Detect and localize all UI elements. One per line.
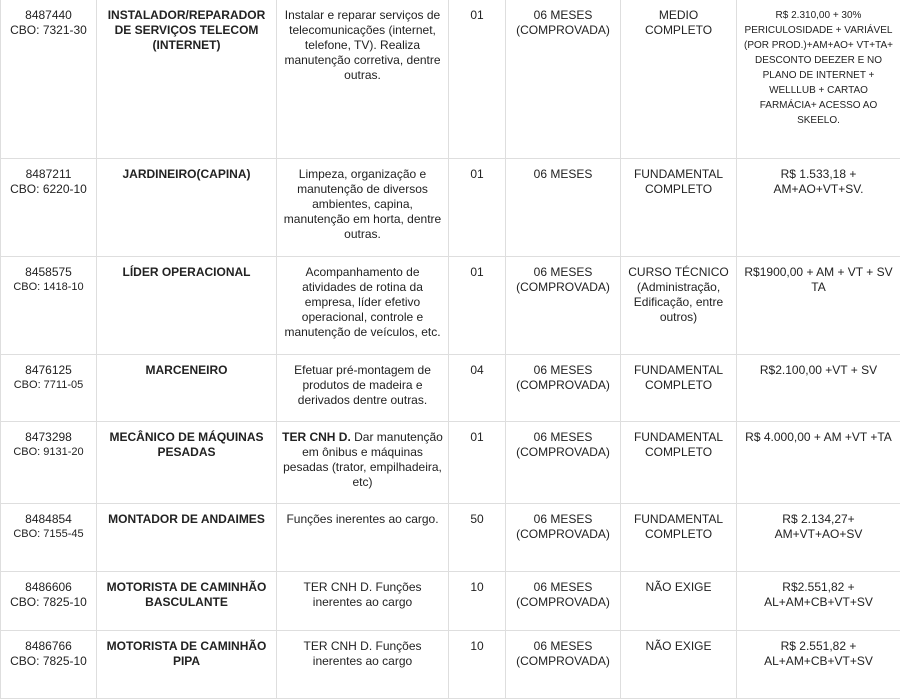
table-row (1, 355, 900, 422)
vacancy-count: 10 (449, 631, 506, 699)
job-code-cell (1, 572, 97, 631)
job-code: 8486766 (25, 639, 72, 653)
job-code: 8473298 (25, 430, 72, 444)
job-code: 8486606 (25, 580, 72, 594)
job-description (277, 504, 449, 572)
cbo-code: CBO: 6220-10 (10, 182, 87, 196)
experience-requirement: 06 MESES (COMPROVADA) (506, 355, 621, 422)
table-row (1, 159, 900, 257)
job-title: MOTORISTA DE CAMINHÃO BASCULANTE (97, 572, 277, 631)
job-description (277, 355, 449, 422)
job-code: 8487440 (25, 8, 72, 22)
experience-requirement: 06 MESES (506, 159, 621, 257)
job-description-text: Funções inerentes ao cargo. (286, 512, 439, 526)
job-title: MOTORISTA DE CAMINHÃO PIPA (97, 631, 277, 699)
vacancy-count: 50 (449, 504, 506, 572)
salary-benefits: R$1900,00 + AM + VT + SV TA (737, 257, 900, 355)
education-requirement: FUNDAMENTAL COMPLETO (621, 159, 737, 257)
table-row (1, 631, 900, 699)
vacancy-count: 01 (449, 422, 506, 504)
salary-benefits: R$ 2.551,82 + AL+AM+CB+VT+SV (737, 631, 900, 699)
job-description-text: Acompanhamento de atividades de rotina da empresa, líder efetivo operacional, controle e manutenção de veículos, etc. (284, 265, 441, 339)
cbo-code: CBO: 7155-45 (13, 528, 84, 540)
education-requirement: NÃO EXIGE (621, 631, 737, 699)
education-requirement: NÃO EXIGE (621, 572, 737, 631)
table-row (1, 257, 900, 355)
cbo-code: CBO: 7321-30 (10, 23, 87, 37)
salary-benefits: R$2.100,00 +VT + SV (737, 355, 900, 422)
job-description (277, 572, 449, 631)
experience-requirement: 06 MESES (COMPROVADA) (506, 572, 621, 631)
experience-requirement: 06 MESES (COMPROVADA) (506, 422, 621, 504)
job-description-text: TER CNH D. Funções inerentes ao cargo (303, 580, 422, 609)
salary-benefits: R$ 2.310,00 + 30% PERICULOSIDADE + VARIÁVEL (POR PROD.)+AM+AO+ VT+TA+ DESCONTO DEEZER E NO PLANO DE INTERNET + WELLLUB + CARTAO FARMÁCIA+ ACESSO AO SKEELO. (737, 0, 900, 159)
job-code-cell (1, 257, 97, 355)
vacancy-count: 01 (449, 257, 506, 355)
table-row (1, 504, 900, 572)
job-code-cell (1, 0, 97, 159)
job-description (277, 257, 449, 355)
table-row (1, 572, 900, 631)
education-requirement: MEDIO COMPLETO (621, 0, 737, 159)
education-requirement: FUNDAMENTAL COMPLETO (621, 422, 737, 504)
salary-benefits: R$ 1.533,18 + AM+AO+VT+SV. (737, 159, 900, 257)
job-title: LÍDER OPERACIONAL (97, 257, 277, 355)
table-row (1, 422, 900, 504)
education-requirement: FUNDAMENTAL COMPLETO (621, 504, 737, 572)
job-title: MECÂNICO DE MÁQUINAS PESADAS (97, 422, 277, 504)
job-description-requirement: TER CNH D. (282, 430, 351, 444)
cbo-code: CBO: 7711-05 (13, 379, 84, 391)
cbo-code: CBO: 1418-10 (13, 281, 84, 293)
job-code: 8458575 (25, 265, 72, 279)
job-title: INSTALADOR/REPARADOR DE SERVIÇOS TELECOM (INTERNET) (97, 0, 277, 159)
job-description (277, 422, 449, 504)
job-title: MARCENEIRO (97, 355, 277, 422)
job-title: MONTADOR DE ANDAIMES (97, 504, 277, 572)
job-description (277, 159, 449, 257)
job-code: 8484854 (25, 512, 72, 526)
cbo-code: CBO: 7825-10 (10, 595, 87, 609)
vacancy-count: 10 (449, 572, 506, 631)
vacancy-count: 01 (449, 0, 506, 159)
vacancy-count: 04 (449, 355, 506, 422)
table-row (1, 0, 900, 159)
experience-requirement: 06 MESES (COMPROVADA) (506, 0, 621, 159)
job-description (277, 631, 449, 699)
job-code: 8487211 (25, 167, 72, 181)
job-code-cell (1, 159, 97, 257)
job-description-text: Limpeza, organização e manutenção de diversos ambientes, capina, manutenção em horta, dentre outras. (283, 167, 442, 241)
job-code-cell (1, 504, 97, 572)
job-description-text: TER CNH D. Funções inerentes ao cargo (303, 639, 422, 668)
experience-requirement: 06 MESES (COMPROVADA) (506, 504, 621, 572)
job-description-text: Efetuar pré-montagem de produtos de madeira e derivados dentre outras. (294, 363, 431, 407)
job-code-cell (1, 422, 97, 504)
job-description-text: Dar manutenção em ônibus e máquinas pesadas (trator, empilhadeira, etc) (283, 430, 443, 489)
experience-requirement: 06 MESES (COMPROVADA) (506, 631, 621, 699)
education-requirement: CURSO TÉCNICO (Administração, Edificação, entre outros) (621, 257, 737, 355)
job-code: 8476125 (25, 363, 72, 377)
salary-benefits: R$2.551,82 + AL+AM+CB+VT+SV (737, 572, 900, 631)
experience-requirement: 06 MESES (COMPROVADA) (506, 257, 621, 355)
education-requirement: FUNDAMENTAL COMPLETO (621, 355, 737, 422)
vacancy-count: 01 (449, 159, 506, 257)
job-code-cell (1, 355, 97, 422)
job-description-text: Instalar e reparar serviços de telecomunicações (internet, telefone, TV). Realiza manutenção corretiva, dentre outras. (284, 8, 441, 82)
job-title: JARDINEIRO(CAPINA) (97, 159, 277, 257)
salary-benefits: R$ 2.134,27+ AM+VT+AO+SV (737, 504, 900, 572)
cbo-code: CBO: 7825-10 (10, 654, 87, 668)
job-description (277, 0, 449, 159)
salary-benefits: R$ 4.000,00 + AM +VT +TA (737, 422, 900, 504)
cbo-code: CBO: 9131-20 (13, 446, 84, 458)
job-code-cell (1, 631, 97, 699)
